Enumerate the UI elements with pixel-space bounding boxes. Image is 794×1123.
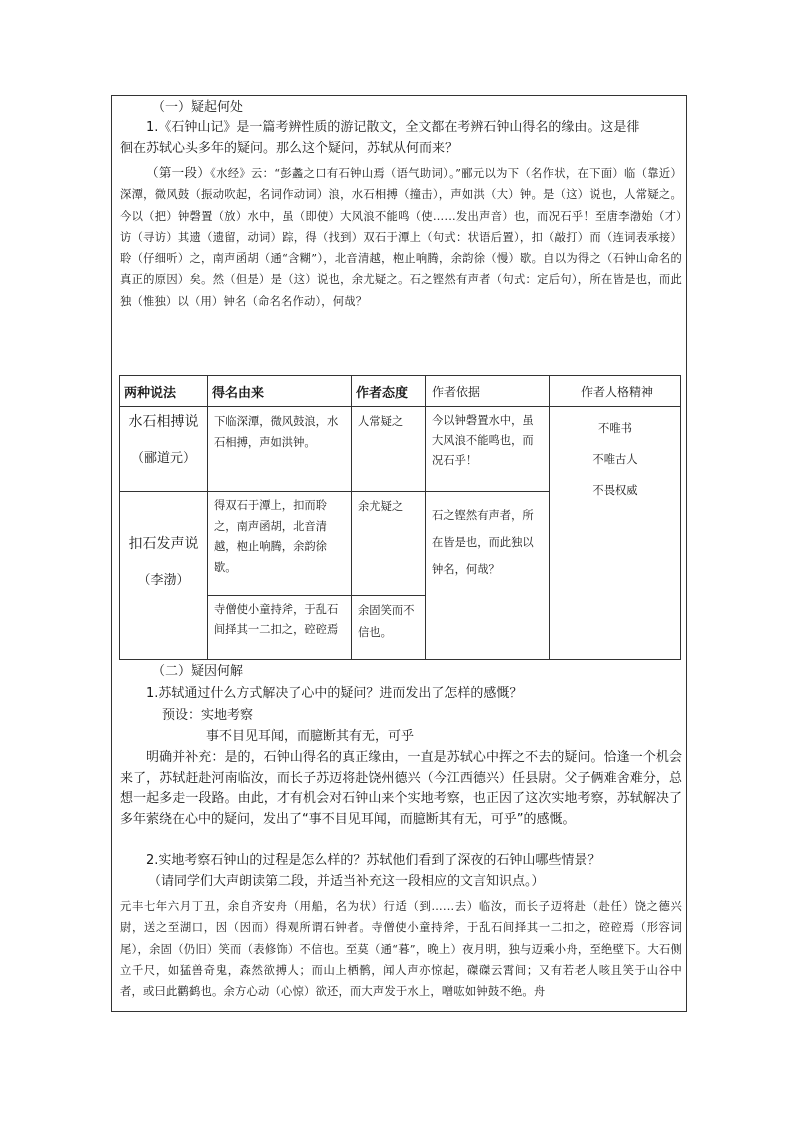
row2-attitude-cell (352, 492, 426, 596)
spirit-item-2: 不唯古人 (592, 453, 638, 466)
row2-origin-cell (208, 492, 352, 596)
spirit-item-1: 不唯书 (598, 422, 632, 435)
section2-heading: （二）疑因何解 (152, 664, 244, 679)
preset-label: 预设：实地考察 (162, 708, 254, 723)
header-attitude: 作者态度 (352, 376, 426, 407)
paragraph-1-label: （第一段） (146, 165, 211, 180)
comparison-table (119, 375, 681, 660)
row1-basis-cell (426, 407, 550, 492)
spirit-cell (550, 407, 681, 660)
section2-question-2: 2.实地考察石钟山的过程是怎么样的？苏轼他们看到了深夜的石钟山哪些情景？ (146, 853, 601, 868)
row3-attitude: 余固笑而不信也。 (358, 604, 415, 639)
row3-origin: 寺僧使小童持斧，于乱石间择其一二扣之，硿硿焉 (214, 603, 339, 636)
row3-origin-cell (208, 596, 352, 660)
row2-view-cell (120, 492, 208, 660)
preset-quote: 事不目见耳闻，而臆断其有无，可乎 (206, 729, 415, 744)
question-1-line2: 徊在苏轼心头多年的疑问。那么这个疑问，苏轼从何而来？ (120, 140, 459, 156)
spirit-item-3: 不畏权威 (592, 484, 638, 497)
row2-basis-cell (426, 492, 550, 660)
row1-basis: 今以钟磬置水中，虽大风浪不能鸣也，而况石乎！ (432, 414, 534, 467)
row1-attitude: 人常疑之 (358, 415, 404, 428)
paragraph-1 (120, 162, 682, 312)
question-1 (120, 118, 682, 159)
row1-view-cell (120, 407, 208, 492)
row2-attitude: 余尤疑之 (358, 500, 404, 513)
section2-question-1: 1.苏轼通过什么方式解决了心中的疑问？进而发出了怎样的感慨？ (146, 686, 523, 701)
header-origin: 得名由来 (208, 376, 352, 407)
row1-person: （郦道元） (130, 451, 196, 466)
row2-basis: 石之铿然有声者，所在皆是也，而此独以钟名，何哉？ (432, 509, 534, 576)
paragraph-2: 元丰七年六月丁丑，余自齐安舟（用船，名为状）行适（到……去）临汝，而长子迈将赴（赴任）饶之德兴尉，送之至湖口，因（因而）得观所谓石钟者。寺僧使小童持斧，于乱石间择其一二扣之，硿硿焉（形容词尾），余固（仍旧）笑而（表修饰）不信也。至莫（通“暮”，晚上）夜月明，独与迈乘小舟，至绝壁下。大石侧立千尺，如猛兽奇鬼，森然欲搏人；而山上栖鹘，闻人声亦惊起，磔磔云霄间；又有若老人咳且笑于山谷中者，或曰此鹳鹤也。余方心动（心惊）欲还，而大声发于水上，噌吰如钟鼓不绝。舟 (120, 900, 682, 999)
header-spirit: 作者人格精神 (550, 376, 681, 407)
spirit-list (550, 407, 680, 506)
row1-origin: 下临深潭，微风鼓浪，水石相搏，声如洪钟。 (214, 415, 339, 449)
section1-heading: （一）疑起何处 (152, 100, 244, 115)
row2-origin: 得双石于潭上，扣而聆之，南声函胡，北音清越，枹止响腾，余韵徐歇。 (214, 499, 327, 574)
section2-question-2-note: （请同学们大声朗读第二段，并适当补充这一段相应的文言知识点。） (148, 874, 545, 889)
row1-origin-cell (208, 407, 352, 492)
row2-view: 扣石发声说 (128, 536, 199, 552)
document-frame (111, 95, 687, 1012)
row1-attitude-cell (352, 407, 426, 492)
explanation-paragraph: 明确并补充：是的，石钟山得名的真正缘由，一直是苏轼心中挥之不去的疑问。恰逢一个机会来了，苏轼赶赴河南临汝，而长子苏迈将赴饶州德兴（今江西德兴）任县尉。父子俩难舍难分，总想一起多走一段路。由此，才有机会对石钟山来个实地考察，也正因了这次实地考察，苏轼解决了多年萦绕在心中的疑问，发出了“事不目见耳闻，而臆断其有无，可乎”的感慨。 (120, 750, 682, 827)
header-views: 两种说法 (120, 376, 208, 407)
question-1-line1: 1.《石钟山记》是一篇考辨性质的游记散文，全文都在考辨石钟山得名的缘由。这是徘 (146, 120, 640, 135)
header-basis: 作者依据 (426, 376, 550, 407)
row1-view: 水石相搏说 (128, 414, 199, 430)
row3-attitude-cell (352, 596, 426, 660)
row2-person: （李渤） (137, 573, 190, 588)
paragraph-1-text: 《水经》云：“彭蠡之口有石钟山焉（语气助词）。”郦元以为下（名作状，在下面）临（靠近）深潭，微风鼓（振动吹起，名词作动词）浪，水石相搏（撞击），声如洪（大）钟。是（这）说也，人常疑之。今以（把）钟磬置（放）水中，虽（即使）大风浪不能鸣（使……发出声音）也，而况石乎！至唐李渤始（才）访（寻访）其遗（遗留，动词）踪，得（找到）双石于潭上（句式：状语后置），扣（敲打）而（连词表承接）聆（仔细听）之，南声函胡（通“含糊”），北音清越，枹止响腾，余韵徐（慢）歇。自以为得之（石钟山命名的真正的原因）矣。然（但是）是（这）说也，余尤疑之。石之铿然有声者（句式：定后句），所在皆是也，而此独（惟独）以（用）钟名（命名名作动），何哉？ (120, 167, 682, 308)
